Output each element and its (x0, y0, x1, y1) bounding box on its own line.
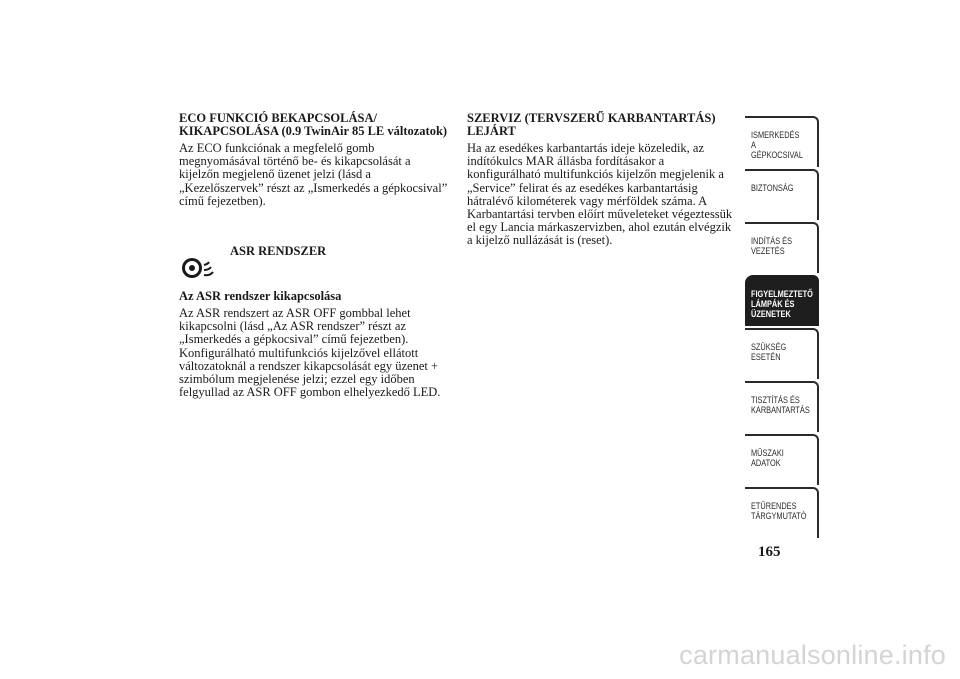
left-column (179, 112, 451, 399)
tab-tisztitas[interactable] (745, 381, 819, 432)
tab-label: ISMERKEDÉS A GÉPKOCSIVAL (751, 130, 803, 160)
asr-section-title: ASR RENDSZER (230, 244, 327, 259)
tab-targymutato[interactable] (745, 487, 819, 538)
tab-label: SZÜKSÉG ESETÉN (751, 342, 787, 362)
right-column (467, 112, 735, 248)
tab-szukseg[interactable] (745, 328, 819, 379)
asr-warning-icon (182, 256, 218, 280)
eco-section-title: ECO FUNKCIÓ BEKAPCSOLÁSA/ KIKAPCSOLÁSA (0.9 TwinAir 85 LE változatok) (179, 111, 448, 138)
service-section-title: SZERVIZ (TERVSZERŰ KARBANTARTÁS) LEJÁRT (467, 111, 716, 138)
tab-muszaki[interactable] (745, 434, 819, 485)
tab-ismerkedes[interactable] (745, 116, 819, 167)
tab-label: TISZTÍTÁS ÉS KARBANTARTÁS (751, 395, 810, 415)
watermark: carmanualsonline.info (679, 640, 946, 670)
eco-section-text: Az ECO funkciónak a megfelelő gomb megnyomásával történő be- és kikapcsolását a kijelzőn megjelenő üzenet jelzi (lásd a „Kezelőszervek” részt az „Ismerkedés a gépkocsival” című fejezetben). (179, 141, 448, 208)
tab-label: INDÍTÁS ÉS VEZETÉS (751, 236, 793, 256)
chapter-tabs (745, 116, 819, 540)
tab-label: MŰSZAKI ADATOK (751, 448, 784, 468)
asr-subtitle: Az ASR rendszer kikapcsolása (179, 289, 342, 304)
tab-label: ETŰRENDES TÁRGYMUTATÓ (751, 501, 807, 521)
tab-figyelmezteto[interactable] (745, 275, 819, 326)
asr-heading-row (179, 232, 451, 272)
tab-label: BIZTONSÁG (751, 183, 794, 193)
asr-section-text: Az ASR rendszert az ASR OFF gombbal lehet kikapcsolni (lásd „Az ASR rendszer” részt az „Ismerkedés a gépkocsival” című fejezetben). Konfigurálható multifunkciós kijelzővel ellátott változatoknál a rendszer kikapcsolását egy üzenet + szimbólum megjelenése jelzi; ezzel egy időben felgyullad az ASR OFF gombon elhelyezkedő LED. (179, 306, 441, 400)
page-number: 165 (758, 544, 781, 560)
tab-inditas[interactable] (745, 222, 819, 273)
service-section-text: Ha az esedékes karbantartás ideje közeledik, az indítókulcs MAR állásba fordításakor a konfigurálható multifunkciós kijelzőn megjelenik a „Service” felirat és az esedékes karbantartásig hátralévő kilométerek vagy mérföldek száma. A Karbantartási tervben előírt műveleteket végeztessük el egy Lancia márkaszervizben, ahol ezután elvégzik a kijelző nullázását is (reset). (467, 141, 733, 248)
tab-biztonsag[interactable] (745, 169, 819, 220)
tab-label: FIGYELMEZTETŐ LÁMPÁK ÉS ÜZENETEK (751, 289, 813, 319)
